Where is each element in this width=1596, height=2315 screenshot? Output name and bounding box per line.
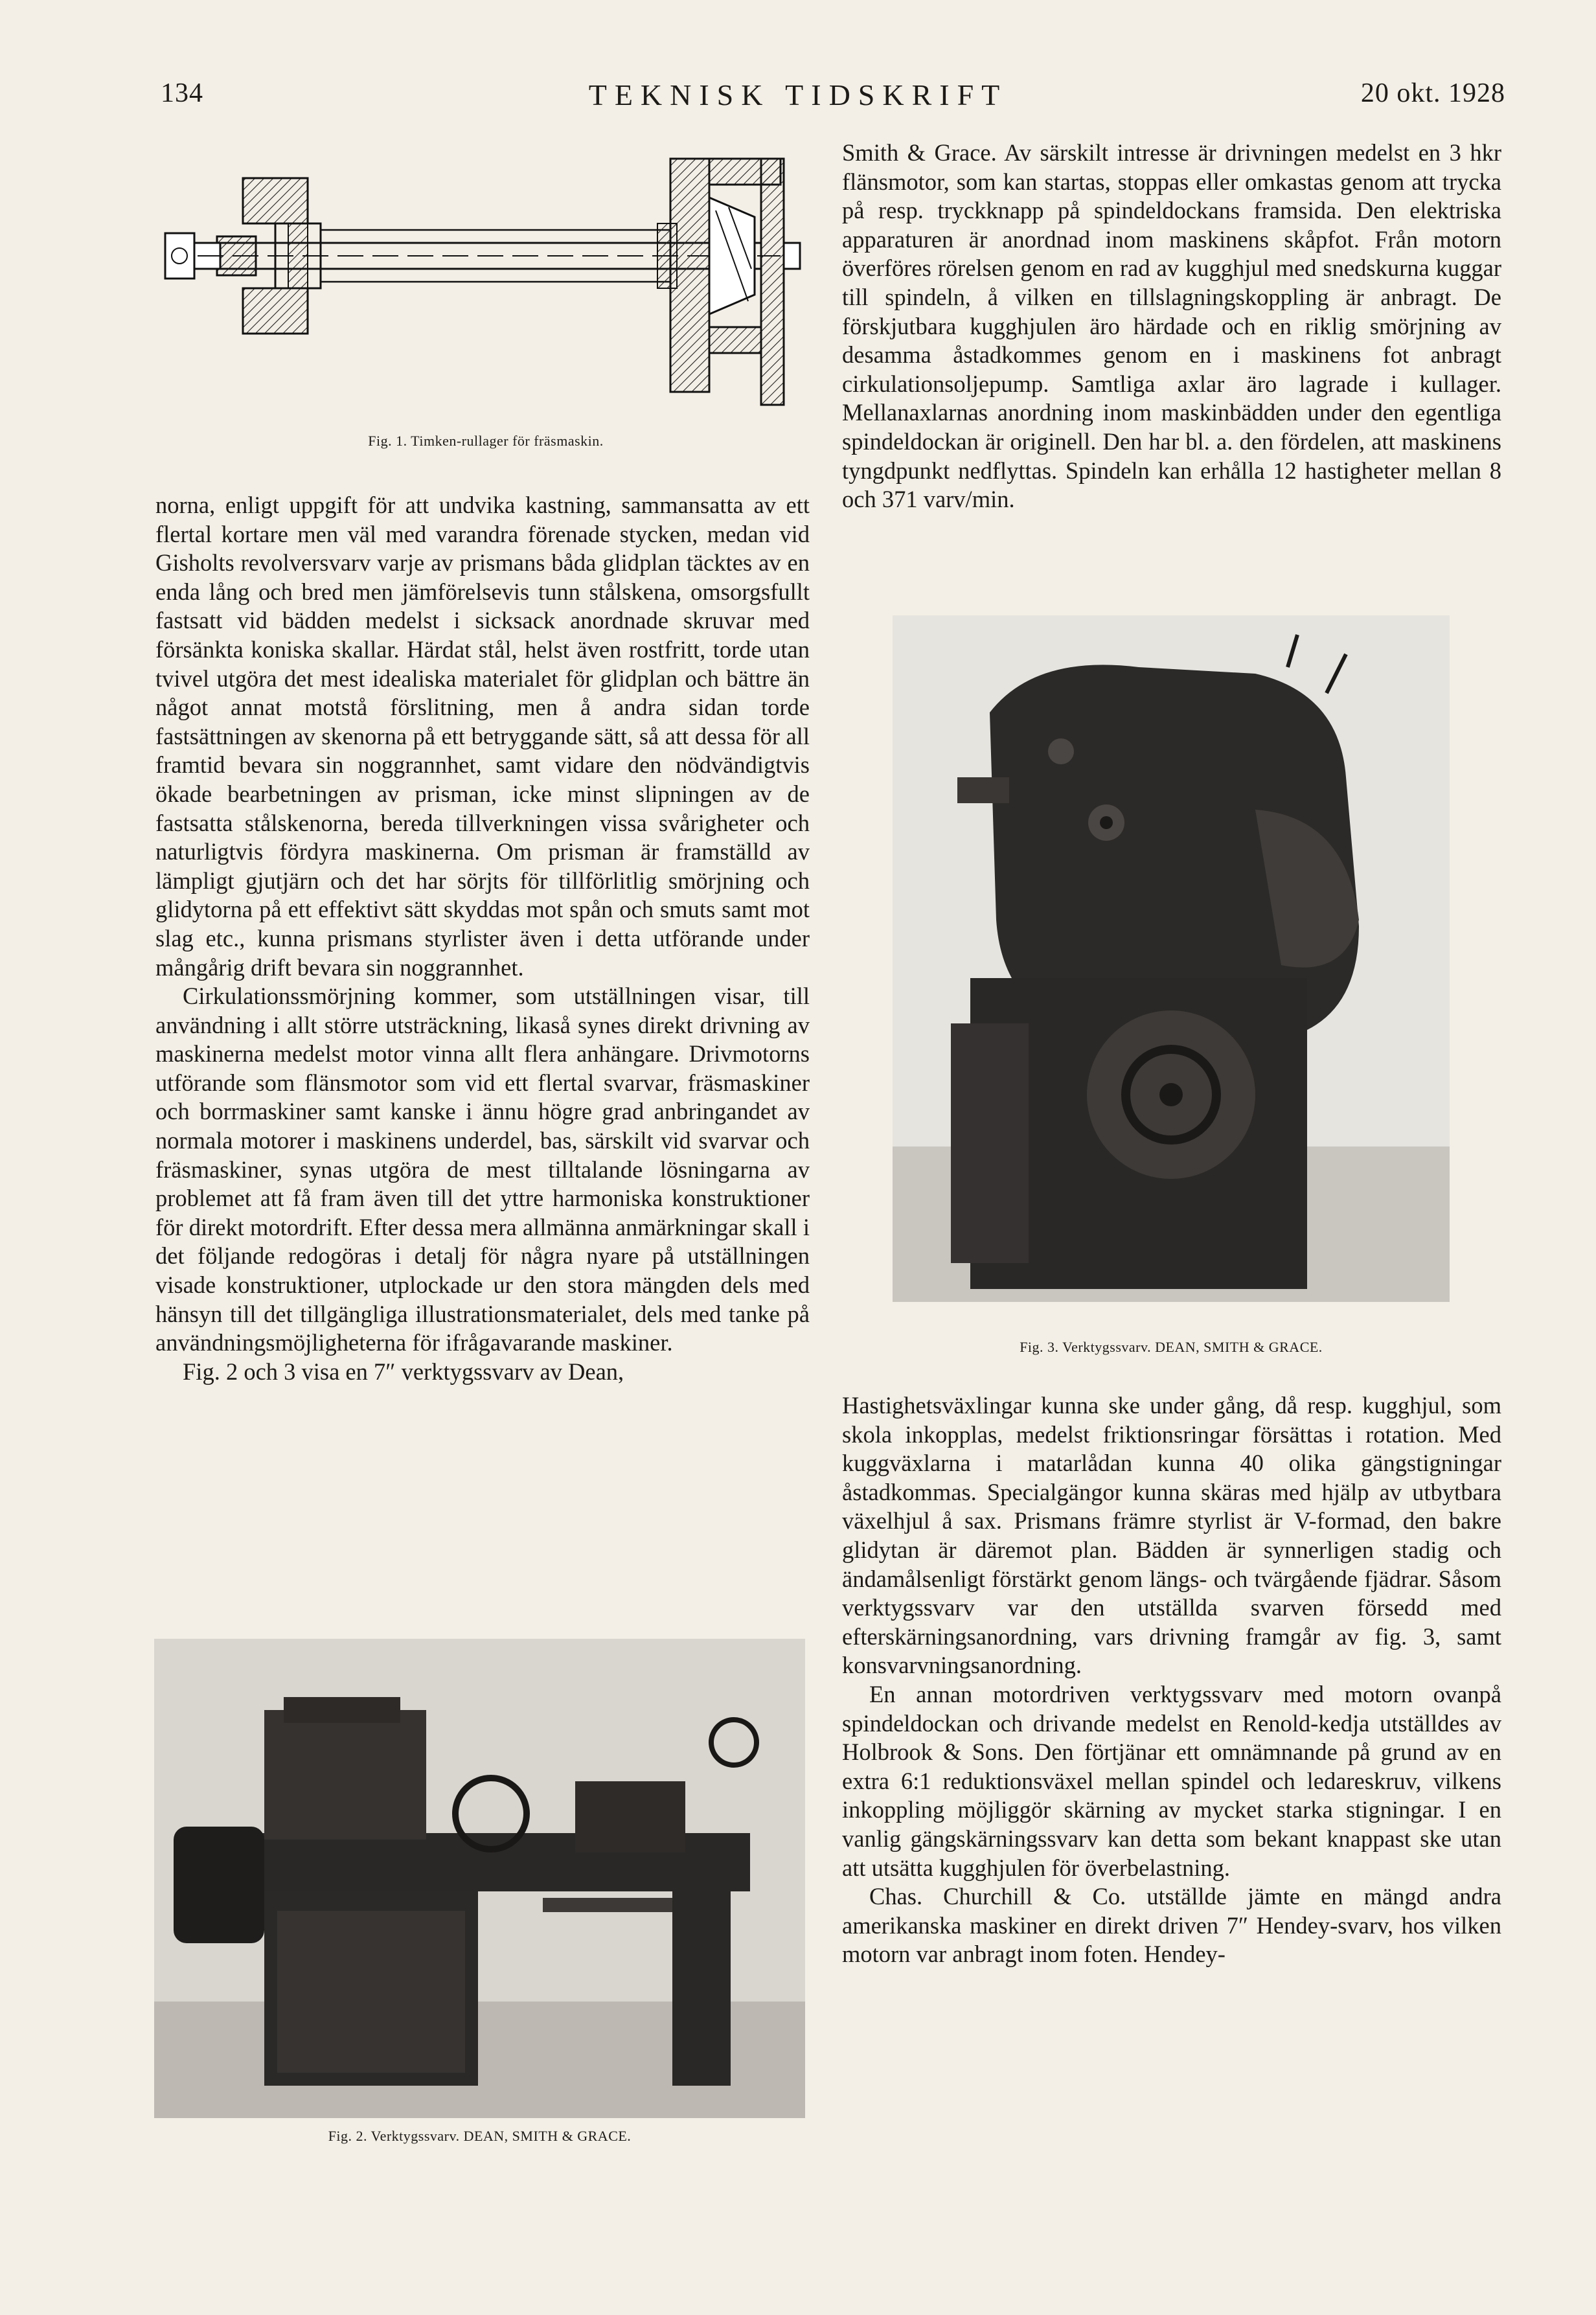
left-paragraph-2: Cirkulationssmörjning kommer, som utställningen visar, till användning i allt större utsträckning, likaså synes direkt drivning av maskinerna medelst motor vinna allt flera anhängare. Drivmotorns utförande som flänsmotor som vid ett flertal svarvar, fräsmaskiner och borrmaskiner samt kanske i ännu högre grad anbringandet av normala motorer i maskinens underdel, bas, särskilt vid svarvar och fräsmaskiner, synas utgöra de mest tilltalande lösningarna av problemet att få fram även till det yttre harmoniska konstruktioner för direkt motordrift. Efter dessa mera allmänna anmärkningar skall i det följande redogöras i detalj för några nyare på utställningen visade konstruktioner, utplockade ur den stora mängden dels med hänsyn till det tillgängliga illustrationsmaterialet, dels med tanke på användningsmöjligheterna för ifrågavarande maskiner. (155, 983, 810, 1356)
fig2-caption: Fig. 2. Verktygssvarv. DEAN, SMITH & GRACE. (328, 2128, 632, 2144)
right-column-top (842, 139, 1501, 514)
right-paragraph-2: Hastighetsväxlingar kunna ske under gång, då resp. kugghjul, som skola inkopplas, medelst friktionsringar försättas i rotation. Med kuggväxlarna i matarlådan kunna 40 olika gängstigningar åstadkommas. Specialgängor kunna skäras med hjälp av utbytbara växelhjul å sax. Prismans främre styrlist är V-formad, den bakre glidytan är däremot plan. Bädden är synnerligen stadig och ändamålsenligt förstärkt genom längs- och tvärgående fjädrar. Såsom verktygssvarv var den utställda svarven försedd med efterskärningsanordning, vars drivning framgår av fig. 3, samt konsvarvningsanordning. (842, 1392, 1501, 1679)
journal-title: TEKNISK TIDSKRIFT (588, 78, 1008, 111)
fig3-headstock-photo (893, 615, 1450, 1302)
bearing-drawing-svg (159, 146, 819, 418)
issue-date: 20 okt. 1928 (1360, 78, 1505, 108)
page-number: 134 (161, 78, 203, 108)
right-paragraph-1: Smith & Grace. Av särskilt intresse är drivningen medelst en 3 hkr flänsmotor, som kan startas, stoppas eller omkastas genom att trycka på resp. tryckknapp på spindeldockans framsida. Den elektriska apparaturen är anordnad inom maskinens skåpfot. Från motorn överföres rörelsen genom en rad av kugghjul med snedskurna kuggar till spindeln, å vilken en tillslagningskoppling är anbragt. De förskjutbara kugghjulen äro härdade och en riklig smörjning av desamma åstadkommes genom en i maskinens fot anbragt cirkulationsoljepump. Samtliga axlar äro lagrade i kullager. Mellanaxlarnas anordning inom maskinbädden under den egentliga spindeldockan är originell. Den har bl. a. den fördelen, att maskinens tyngdpunkt nedflyttas. Spindeln kan erhålla 12 hastigheter mellan 8 och 371 varv/min. (842, 139, 1501, 513)
lathe-photo-svg (154, 1639, 805, 2118)
headstock-photo-svg (893, 615, 1450, 1302)
left-column (155, 491, 810, 1386)
fig2-lathe-photo (154, 1639, 805, 2118)
left-paragraph-1: norna, enligt uppgift för att undvika kastning, sammansatta av ett flertal kortare men väl med varandra förenade stycken, medan vid Gisholts revolversvarv varje av prismans båda glidplan täcktes av en enda lång och bred men jämförelsevis tunn stålskena, omsorgsfullt fastsatt vid bädden medelst i sicksack anordnade skruvar med försänkta koniska skallar. Härdat stål, helst även rostfritt, torde utan tvivel utgöra det mest idealiska materialet för glidplan och bättre än något annat motstå förslitning, men å andra sidan torde fastsättningen av skenorna på ett betryggande sätt, så att dessa för all framtid bevara sin noggrannhet, samt vidare den nödvändigtvis ökade bearbetningen av prisman, icke minst slipningen av de fastsatta stålskenorna, bereda tillverkningen vissa svårigheter och naturligtvis fördyra maskinerna. Om prisman är framställd av lämpligt gjutjärn och det har sörjts för tillförlitlig smörjning och glidytorna på ett effektivt sätt skyddas mot spån och smuts samt mot slag etc., kunna prismans styrlister även i detta utförande under mångårig drift bevara sin noggrannhet. (155, 492, 810, 981)
fig1-caption: Fig. 1. Timken-rullager för fräsmaskin. (368, 433, 604, 449)
right-column-bottom (842, 1391, 1501, 1969)
fig3-caption: Fig. 3. Verktygssvarv. DEAN, SMITH & GRACE. (1020, 1339, 1323, 1355)
right-paragraph-4: Chas. Churchill & Co. utställde jämte en mängd andra amerikanska maskiner en direkt driven 7″ Hendey-svarv, hos vilken motorn var anbragt inom foten. Hendey- (842, 1883, 1501, 1968)
right-paragraph-3: En annan motordriven verktygssvarv med motorn ovanpå spindeldockan och drivande medelst en Renold-kedja utställdes av Holbrook & Sons. Den förtjänar ett omnämnande på grund av en extra 6:1 reduktionsväxel mellan spindel och ledareskruv, vilkens inkoppling möjliggör skärning av mycket starka stigningar. I en vanlig gängskärningssvarv kan detta som bekant knappast ske utan att utsätta kugghjulen för överbelastning. (842, 1680, 1501, 1881)
fig1-bearing-drawing (159, 146, 819, 418)
left-paragraph-3: Fig. 2 och 3 visa en 7″ verktygssvarv av Dean, (183, 1358, 624, 1385)
